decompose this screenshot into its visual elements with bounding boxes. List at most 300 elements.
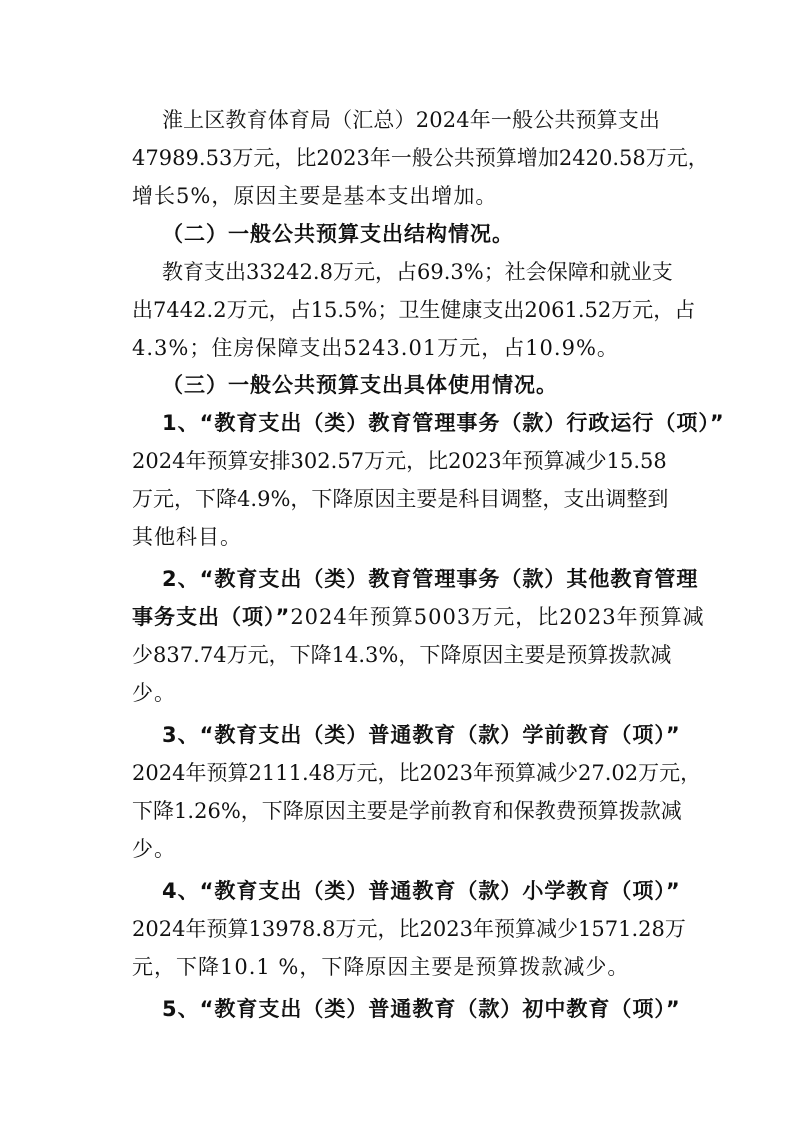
text-char: 2 [446,917,460,941]
text-char: 元 [666,146,688,170]
text-char: . [315,917,323,941]
text-char: 下 [261,799,283,823]
text-char: 5 [323,298,338,322]
text-line-content: 2024年预算5003万元，比2023年预算减 [290,605,705,629]
text-char: 下 [289,643,311,667]
text-char: ， [240,799,262,823]
text-char: 元 [247,643,269,667]
text-char: （ [331,108,353,132]
text-char: 6 [551,298,565,322]
text-char: 0 [598,146,613,170]
text-char: 2 [419,917,433,941]
text-char: ， [687,146,709,170]
text-char: 3 [459,761,473,785]
text-char: 万 [664,917,686,941]
text-char: 减 [535,761,557,785]
text-char: 因 [374,487,396,511]
text-char: 减 [564,449,586,473]
text-char: ， [680,761,702,785]
text-char: 2 [524,298,538,322]
text-char: 科 [458,487,480,511]
text-char: . [612,146,619,170]
text-char: 3 [259,260,273,284]
text-char: 2 [299,260,313,284]
text-char: . [330,449,338,473]
text-char: 教 [225,108,247,132]
text-char: 拨 [618,799,640,823]
text-char: 上 [183,108,205,132]
text-char: 支 [617,108,639,132]
text-char: 3 [218,146,233,170]
text-char: 整 [626,487,648,511]
text-char: 2 [158,917,173,941]
text-char: 8 [153,643,167,667]
text-char: 总 [373,108,395,132]
text-line: 增长5%，原因主要是基本支出增加。 [132,184,498,208]
text-char: 学 [408,799,430,823]
text-line: 元，下降10.1 %，下降原因主要是预算拨款减少。 [132,955,630,979]
text-char: 因 [324,799,346,823]
text-char: 年 [185,917,207,941]
text-char: 比 [295,146,317,170]
text-char: 算 [495,146,517,170]
text-char: ， [406,449,428,473]
text-line: 4.3%；住房保障支出5243.01万元，占10.9%。 [132,336,619,360]
text-char: 7 [604,917,619,941]
text-char: 4 [179,298,194,322]
text-char: ） [394,108,416,132]
text-char: 预 [522,449,544,473]
text-char: ， [374,260,396,284]
text-char: % [463,260,484,284]
text-char: 减 [660,799,682,823]
text-char: 会 [525,260,547,284]
text-char: 原 [303,799,325,823]
text-char: 保 [546,260,568,284]
text-char: 6 [416,260,431,284]
text-char: 9 [257,487,271,511]
text-char: 5 [205,146,219,170]
text-char: 4 [172,917,186,941]
text-char: % [357,298,378,322]
text-char: 3 [450,260,464,284]
text-char: 1 [331,643,345,667]
text-char: ， [377,761,399,785]
text-char: 7 [179,643,194,667]
text-char: 0 [432,761,447,785]
text-char: 万 [364,449,386,473]
text-char: 算 [514,761,536,785]
text-char: 加 [537,146,559,170]
text-char: 2 [415,108,430,132]
text-char: 2 [132,761,146,785]
text-char: 预 [566,643,588,667]
text-char: 支 [651,260,673,284]
text-line [162,104,660,136]
text-char: . [250,487,258,511]
text-char: 育 [288,108,310,132]
text-char: 0 [429,108,443,132]
text-char: 生 [419,298,441,322]
text-char: 减 [650,643,672,667]
text-char: 8 [172,146,186,170]
text-char: 7 [350,449,365,473]
text-line [162,256,673,288]
text-char: 2 [158,449,173,473]
text-char: 下 [419,643,441,667]
text-char: 8 [651,917,665,941]
text-char: 3 [166,643,180,667]
text-char: 万 [611,298,633,322]
text-char: 8 [322,917,336,941]
text-char: 要 [524,643,546,667]
text-char: 算 [597,799,619,823]
text-char: 排 [269,449,291,473]
text-char: ， [274,146,296,170]
text-char: ； [377,298,399,322]
item-title: 2、“教育支出（类）教育管理事务（款）其他教育管理 [162,567,699,591]
text-char: 育 [471,799,493,823]
text-char: . [312,260,320,284]
text-char: 2 [624,761,639,785]
text-char: 调 [605,487,627,511]
text-char: 2 [448,449,462,473]
text-line [132,913,686,945]
text-char: 年 [501,449,523,473]
text-char: 降 [282,799,304,823]
text-char: 7 [199,643,214,667]
text-char: 体 [267,108,289,132]
text-char: 0 [303,449,318,473]
text-char: 主 [503,643,525,667]
text-char: 5 [584,298,598,322]
text-char: 1 [564,298,578,322]
text-char: 主 [345,799,367,823]
text-char: 出 [132,298,153,322]
text-char: 2 [132,917,146,941]
text-char: 7 [288,917,302,941]
text-char: 算 [543,449,565,473]
text-char: 0 [145,761,159,785]
text-char: 8 [653,449,667,473]
text-char: 4 [344,643,359,667]
text-char: 0 [461,449,475,473]
text-char: 3 [290,449,304,473]
text-char: 健 [440,298,462,322]
text-char: 占 [395,260,417,284]
text-char: 教 [162,260,183,284]
text-char: 社 [504,260,526,284]
text-char: . [198,146,206,170]
text-char: 0 [432,917,447,941]
text-char: 7 [145,146,159,170]
text-char: 8 [319,260,333,284]
text-char: 元 [353,260,375,284]
text-char: 4 [237,487,251,511]
text-char: . [206,298,214,322]
text-char: ； [483,260,505,284]
text-char: 1 [261,761,276,785]
text-char: 因 [482,643,504,667]
text-char: 5 [640,449,654,473]
text-char: 6 [207,799,221,823]
text-line [132,757,702,789]
text-char: 拨 [608,643,630,667]
text-char: 5 [619,146,633,170]
text-char: 目 [479,487,501,511]
text-char: 5 [619,449,634,473]
text-char: 是 [437,487,459,511]
text-char: 调 [500,487,522,511]
text-char: 2 [158,761,173,785]
text-char: 前 [429,799,451,823]
text-char: 局 [309,108,331,132]
text-char: 4 [166,298,180,322]
text-char: 4 [286,260,300,284]
text-char: 万 [335,761,357,785]
text-char: 2 [419,761,433,785]
text-line: 少。 [132,837,176,861]
text-char: 费 [555,799,577,823]
text-char: 元 [247,298,269,322]
text-char: 少 [585,449,607,473]
text-char: % [270,487,291,511]
text-char: 万 [226,643,248,667]
text-char: 比 [398,917,420,941]
item-title: 3、“教育支出（类）普通教育（款）学前教育（项）” [162,723,681,747]
text-char: 少 [132,643,153,667]
text-char: . [443,260,451,284]
text-char: 到 [647,487,669,511]
text-char: 4 [213,643,227,667]
text-char: 出 [225,260,246,284]
text-char: 占 [289,298,311,322]
item-title: 1、“教育支出（类）教育管理事务（款）行政运行（项）” [162,411,725,435]
text-char: 共 [453,146,475,170]
text-char: 降 [332,487,354,511]
text-char: 3 [356,146,370,170]
text-char: 下 [311,487,333,511]
text-char: 5 [591,917,605,941]
text-char: % [220,799,241,823]
text-char: 0 [145,449,159,473]
text-char: 算 [227,917,249,941]
text-char: 康 [461,298,483,322]
text-char: 保 [513,799,535,823]
item-title: 5、“教育支出（类）普通教育（款）初中教育（项）” [162,997,681,1021]
text-char: 3 [488,449,502,473]
text-char: 0 [329,146,344,170]
text-char: 算 [227,761,249,785]
text-char: 区 [204,108,226,132]
text-line [132,795,682,827]
text-char: 预 [474,146,496,170]
text-char: 一 [490,108,512,132]
text-char: 一 [390,146,412,170]
text-char: 般 [512,108,534,132]
text-char: 2 [213,298,227,322]
text-char: 和 [492,799,514,823]
text-char: 是 [545,643,567,667]
text-char: 安 [248,449,270,473]
text-char: 障 [567,260,589,284]
text-char: 2 [442,108,457,132]
text-char: 算 [596,108,618,132]
text-char: 元 [659,761,681,785]
text-char: . [604,761,612,785]
text-char: 公 [432,146,454,170]
text-char: 预 [493,917,515,941]
text-char: 2 [558,146,573,170]
text-char: 汇 [352,108,374,132]
text-char: 9 [158,146,173,170]
text-char: 1 [174,799,188,823]
text-char: 2 [343,146,357,170]
text-char: 8 [632,146,646,170]
text-char: 降 [153,799,174,823]
text-char: 2 [193,298,207,322]
text-char: 主 [395,487,417,511]
text-char: 1 [248,917,262,941]
text-char: 支 [563,487,585,511]
text-char: 比 [398,761,420,785]
text-char: 2 [577,761,592,785]
text-char: 2 [317,449,331,473]
text-char: 少 [556,761,578,785]
text-char: 就 [609,260,631,284]
text-char: 2 [272,260,287,284]
text-line [132,294,696,326]
text-line [132,639,672,671]
text-char: ， [398,643,420,667]
text-char: 4 [308,761,323,785]
text-char: 预 [206,917,228,941]
text-char: 元 [356,917,378,941]
text-char: 降 [440,643,462,667]
text-char: . [577,298,585,322]
text-line: 其他科目。 [132,525,242,549]
text-char: . [337,298,344,322]
text-char: 育 [183,260,204,284]
text-char: 原 [461,643,483,667]
text-char: 是 [387,799,409,823]
text-char: ， [377,917,399,941]
text-char: 元 [632,298,654,322]
text-char: 2 [446,761,460,785]
text-char: 3 [246,260,260,284]
text-char: 9 [185,146,199,170]
text-char: 1 [310,298,324,322]
text-char: 减 [535,917,557,941]
text-char: 0 [611,761,625,785]
text-char: 卫 [398,298,420,322]
text-char: 算 [587,643,609,667]
text-char: 3 [365,643,379,667]
text-char: 5 [344,298,358,322]
text-char: 9 [430,260,444,284]
text-char: 2 [248,761,262,785]
text-char: . [633,449,640,473]
text-line [132,142,709,174]
text-char: 出 [584,487,606,511]
text-char: 3 [261,917,276,941]
text-char: 4 [456,108,470,132]
text-char: ， [268,643,290,667]
text-char: 5 [337,449,351,473]
text-char: 年 [472,917,494,941]
text-char: 预 [206,449,228,473]
text-char: 1 [288,761,302,785]
text-char: 预 [206,761,228,785]
text-char: 年 [185,761,207,785]
text-char: . [358,643,365,667]
text-char: 教 [450,799,472,823]
text-char: 教 [534,799,556,823]
text-char: 年 [185,449,207,473]
text-char: 下 [195,487,216,511]
text-char: . [631,917,639,941]
text-char: 3 [459,917,473,941]
text-char: ， [542,487,564,511]
text-char: 元 [153,487,174,511]
text-char: 出 [638,108,660,132]
text-char: 少 [556,917,578,941]
text-char: 2 [132,449,146,473]
text-char: 共 [554,108,576,132]
text-char: 款 [629,643,651,667]
text-char: ， [174,487,195,511]
text-char: . [302,761,309,785]
text-char: 和 [588,260,610,284]
text-char: 降 [216,487,237,511]
text-char: 1 [618,917,632,941]
text-char: 0 [145,917,159,941]
text-char: 下 [132,799,153,823]
text-char: 8 [322,761,336,785]
text-char: ， [268,298,290,322]
text-char: 年 [369,146,391,170]
text-char: 4 [572,146,586,170]
text-char: 整 [521,487,543,511]
section-heading: （二）一般公共预算支出结构情况。 [162,222,514,246]
text-char: 元 [253,146,275,170]
text-char: 元 [356,761,378,785]
text-char: 万 [132,487,153,511]
text-char: 2 [474,449,489,473]
text-char: 万 [335,917,357,941]
text-char: 1 [606,449,620,473]
text-line [132,445,667,477]
text-char: 2 [638,917,652,941]
text-char: 年 [469,108,491,132]
text-char: 万 [226,298,248,322]
text-char: 业 [630,260,652,284]
text-char: 4 [172,449,186,473]
text-char: 般 [411,146,433,170]
text-char: 公 [533,108,555,132]
text-char: ， [653,298,675,322]
text-char: 支 [204,260,225,284]
text-char: 预 [576,799,598,823]
text-char: 比 [427,449,449,473]
text-char: 育 [246,108,268,132]
text-char: 2 [316,146,330,170]
text-char: 出 [503,298,525,322]
text-char: 占 [674,298,696,322]
text-line [132,601,705,633]
text-char: 万 [232,146,254,170]
section-heading: （三）一般公共预算支出具体使用情况。 [162,373,558,397]
